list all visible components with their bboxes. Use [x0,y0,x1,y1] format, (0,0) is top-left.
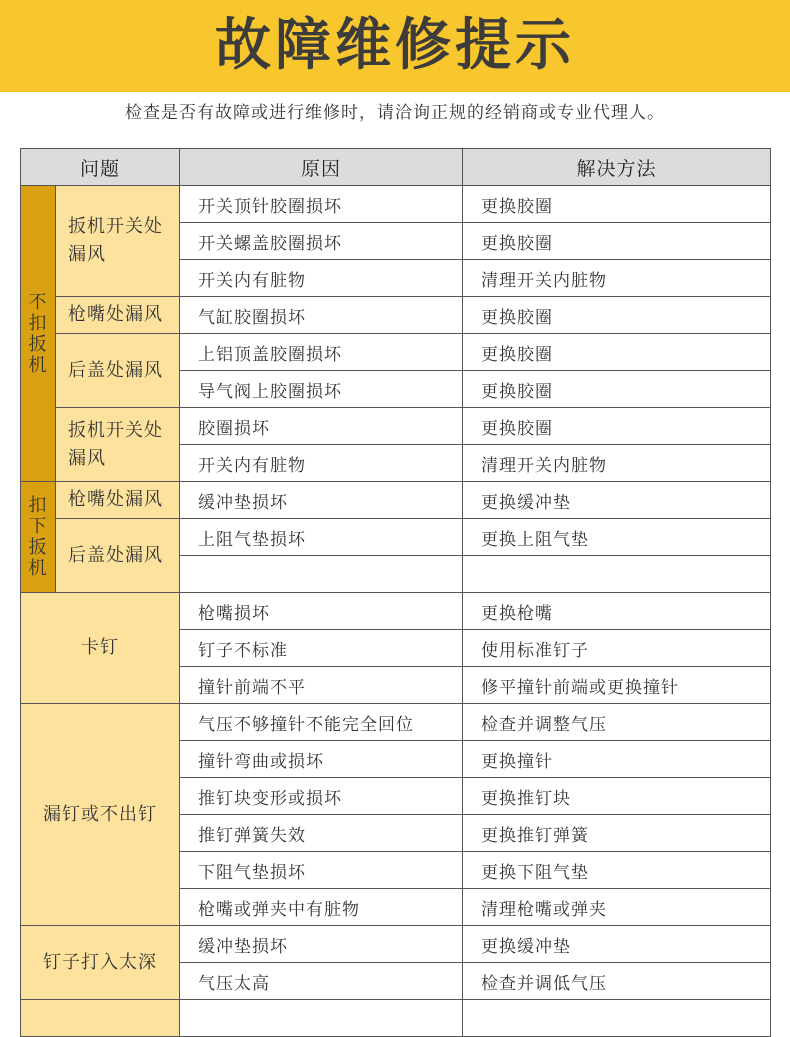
problem-cell: 卡钉 [21,593,180,704]
reason-cell: 导气阀上胶圈损坏 [180,371,463,408]
header-problem: 问题 [21,149,180,186]
reason-cell: 下阻气垫损坏 [180,852,463,889]
reason-cell: 枪嘴损坏 [180,593,463,630]
reason-cell: 气缸胶圈损坏 [180,297,463,334]
reason-cell: 钉子不标准 [180,630,463,667]
solution-cell: 检查并调低气压 [463,963,771,1000]
problem-cell: 后盖处漏风 [56,519,180,593]
troubleshooting-table [20,148,771,1037]
reason-cell: 撞针前端不平 [180,667,463,704]
solution-cell [463,1000,771,1037]
reason-cell: 气压不够撞针不能完全回位 [180,704,463,741]
header-solution: 解决方法 [463,149,771,186]
solution-cell: 更换胶圈 [463,223,771,260]
page-title: 故障维修提示 [215,13,575,78]
problem-cell: 扳机开关处漏风 [56,408,180,482]
solution-cell: 更换胶圈 [463,186,771,223]
table-row [21,1000,771,1037]
group-pulled: 扣下扳机 [21,482,56,593]
table-row [21,482,771,519]
reason-cell: 开关内有脏物 [180,445,463,482]
solution-cell: 更换撞针 [463,741,771,778]
reason-cell: 推钉弹簧失效 [180,815,463,852]
problem-cell: 后盖处漏风 [56,334,180,408]
reason-cell: 气压太高 [180,963,463,1000]
reason-cell [180,1000,463,1037]
reason-cell: 开关螺盖胶圈损坏 [180,223,463,260]
solution-cell: 更换缓冲垫 [463,926,771,963]
solution-cell: 更换胶圈 [463,297,771,334]
solution-cell: 更换胶圈 [463,371,771,408]
solution-cell: 更换下阻气垫 [463,852,771,889]
problem-cell: 钉子打入太深 [21,926,180,1000]
reason-cell: 推钉块变形或损坏 [180,778,463,815]
solution-cell: 更换缓冲垫 [463,482,771,519]
reason-cell: 上阻气垫损坏 [180,519,463,556]
reason-cell: 撞针弯曲或损坏 [180,741,463,778]
table-row [21,408,771,445]
table-row [21,704,771,741]
solution-cell: 检查并调整气压 [463,704,771,741]
solution-cell: 更换胶圈 [463,408,771,445]
table-header-row [21,149,771,186]
table-row [21,926,771,963]
problem-cell [21,1000,180,1037]
problem-cell: 扳机开关处漏风 [56,186,180,297]
solution-cell: 更换枪嘴 [463,593,771,630]
solution-cell: 更换推钉块 [463,778,771,815]
table-row [21,334,771,371]
solution-cell: 更换推钉弹簧 [463,815,771,852]
problem-cell: 枪嘴处漏风 [56,297,180,334]
solution-cell: 使用标准钉子 [463,630,771,667]
reason-cell: 缓冲垫损坏 [180,926,463,963]
solution-cell: 更换胶圈 [463,334,771,371]
title-banner [0,0,790,92]
reason-cell [180,556,463,593]
problem-cell: 漏钉或不出钉 [21,704,180,926]
header-reason: 原因 [180,149,463,186]
table-row [21,297,771,334]
reason-cell: 开关顶针胶圈损坏 [180,186,463,223]
solution-cell [463,556,771,593]
reason-cell: 开关内有脏物 [180,260,463,297]
reason-cell: 胶圈损坏 [180,408,463,445]
group-not-pulled: 不扣扳机 [21,186,56,482]
notice-text: 检查是否有故障或进行维修时，请洽询正规的经销商或专业代理人。 [125,103,665,123]
reason-cell: 缓冲垫损坏 [180,482,463,519]
solution-cell: 清理枪嘴或弹夹 [463,889,771,926]
table-row [21,519,771,556]
reason-cell: 枪嘴或弹夹中有脏物 [180,889,463,926]
solution-cell: 修平撞针前端或更换撞针 [463,667,771,704]
solution-cell: 更换上阻气垫 [463,519,771,556]
solution-cell: 清理开关内脏物 [463,445,771,482]
solution-cell: 清理开关内脏物 [463,260,771,297]
table-row [21,186,771,223]
problem-cell: 枪嘴处漏风 [56,482,180,519]
reason-cell: 上铝顶盖胶圈损坏 [180,334,463,371]
table-row [21,593,771,630]
